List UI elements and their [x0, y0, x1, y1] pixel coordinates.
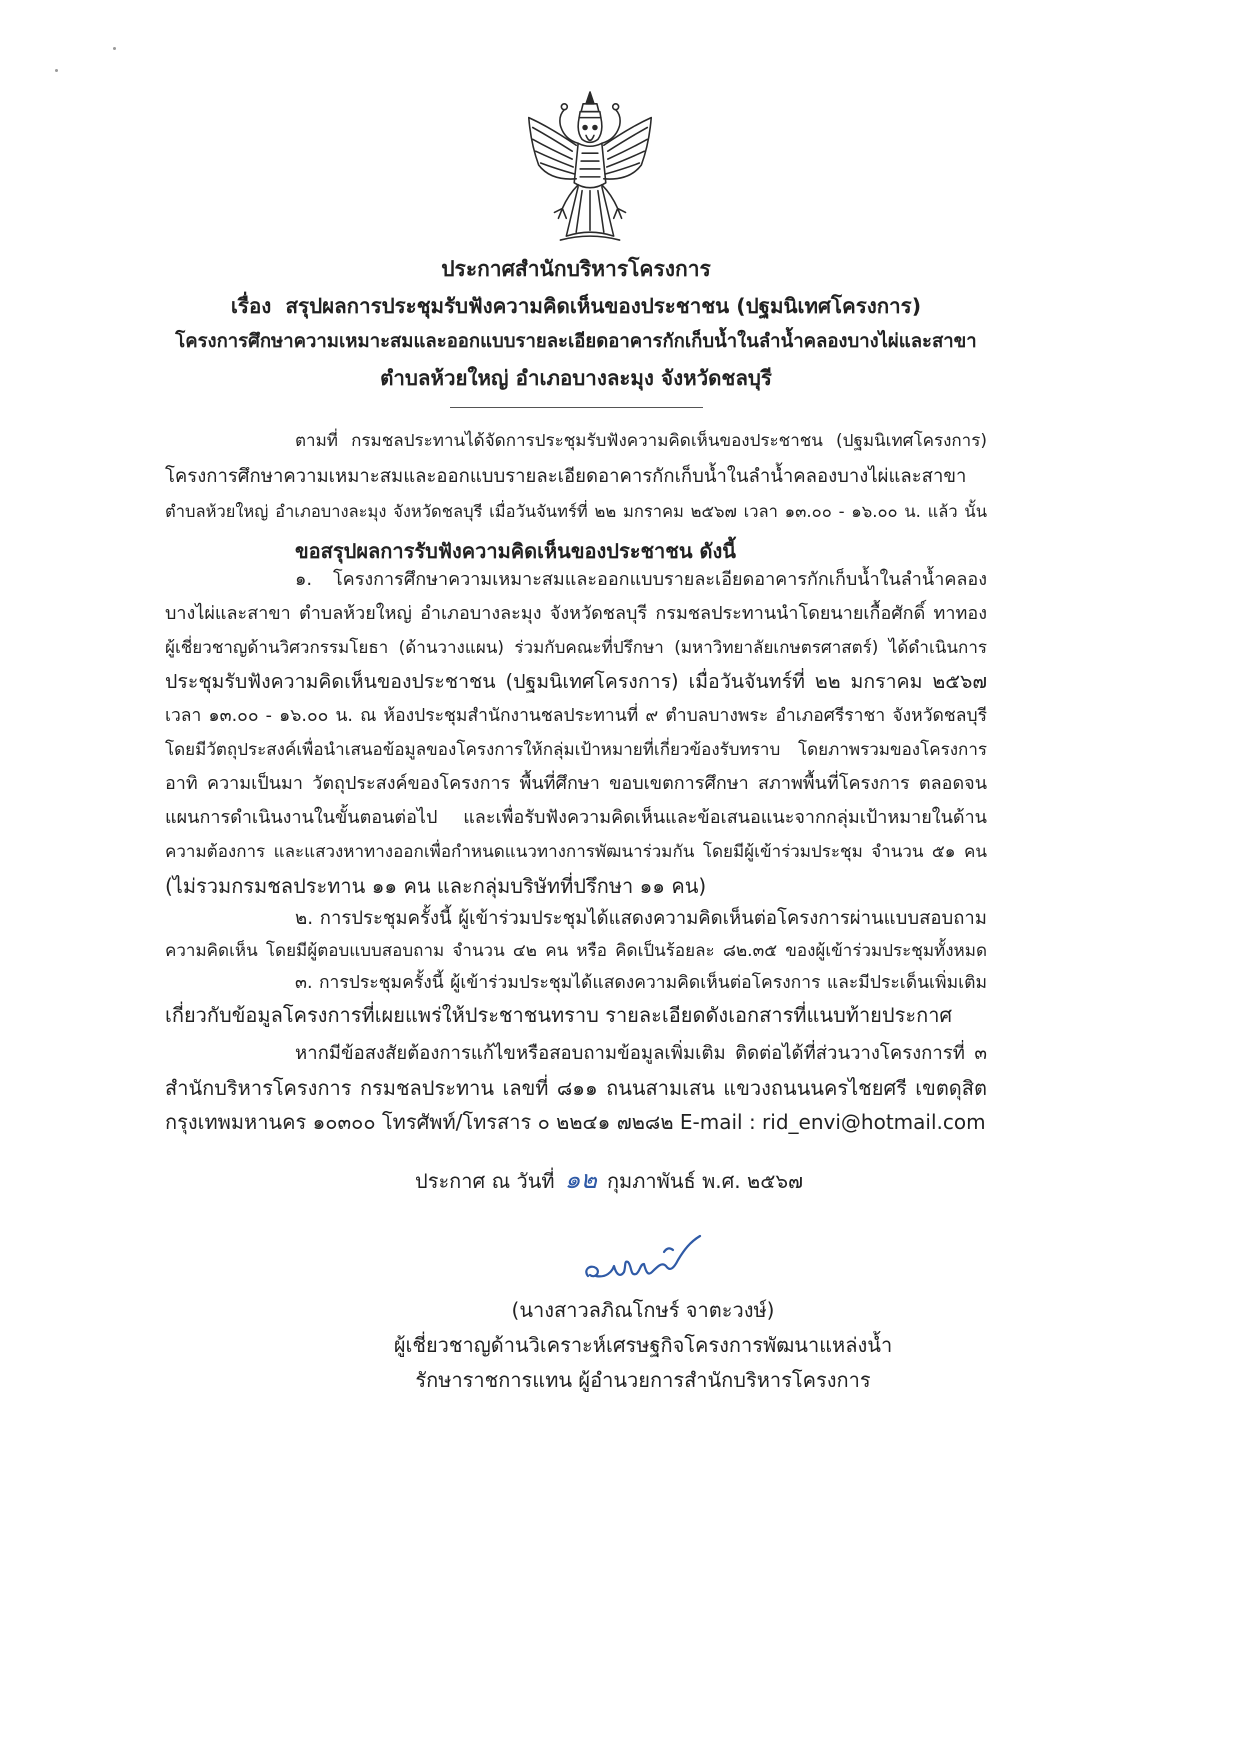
subject-label: เรื่อง — [230, 294, 272, 318]
page-title: ประกาศสำนักบริหารโครงการ — [441, 257, 711, 281]
item-3-line-1: ๓. การประชุมครั้งนี้ ผู้เข้าร่วมประชุมได้แสดงความคิดเห็นต่อโครงการ และมีประเด็นเพิ่มเติม — [295, 973, 987, 993]
item-2-line-1: ๒. การประชุมครั้งนี้ ผู้เข้าร่วมประชุมได้แสดงความคิดเห็นต่อโครงการผ่านแบบสอบถาม — [295, 908, 987, 929]
intro-paragraph — [165, 424, 987, 529]
item-1-line-2: บางไผ่และสาขา ตำบลห้วยใหญ่ อำเภอบางละมุง จังหวัดชลบุรี กรมชลประทานนำโดยนายเกื้อศักดิ์ ทาทอง — [165, 603, 987, 624]
item-3-line-2: เกี่ยวกับข้อมูลโครงการที่เผยแพร่ให้ประชาชนทราบ รายละเอียดดังเอกสารที่แนบท้ายประกาศ — [165, 1003, 953, 1027]
item-1-line-10: (ไม่รวมกรมชลประทาน ๑๑ คน และกลุ่มบริษัทที่ปรึกษา ๑๑ คน) — [165, 874, 707, 898]
intro-line-2: โครงการศึกษาความเหมาะสมและออกแบบรายละเอียดอาคารกักเก็บน้ำในลำน้ำคลองบางไผ่และสาขา — [165, 466, 967, 487]
contact-line-3: กรุงเทพมหานคร ๑๐๓๐๐ โทรศัพท์/โทรสาร ๐ ๒๒๔๑ ๗๒๘๒ E-mail : rid_envi@hotmail.com — [165, 1110, 986, 1134]
contact-paragraph — [165, 1037, 987, 1139]
garuda-emblem-icon — [520, 88, 660, 246]
subject-line-2: โครงการศึกษาความเหมาะสมและออกแบบรายละเอียดอาคารกักเก็บน้ำในลำน้ำคลองบางไผ่และสาขา — [175, 331, 977, 352]
contact-line-2: สำนักบริหารโครงการ กรมชลประทาน เลขที่ ๘๑๑ ถนนสามเสน แขวงถนนนครไชยศรี เขตดุสิต — [165, 1076, 987, 1100]
item-1-line-3: ผู้เชี่ยวชาญด้านวิศวกรรมโยธา (ด้านวางแผน) ร่วมกับคณะที่ปรึกษา (มหาวิทยาลัยเกษตรศาสตร์) ได้ดำเนินการ — [165, 638, 987, 658]
intro-line-3: ตำบลห้วยใหญ่ อำเภอบางละมุง จังหวัดชลบุรี เมื่อวันจันทร์ที่ ๒๒ มกราคม ๒๕๖๗ เวลา ๑๓.๐๐ - ๑๖.๐๐ น. แล้ว นั้น — [165, 502, 987, 521]
subject-line-1 — [165, 288, 987, 324]
intro-line-1: ตามที่ กรมชลประทานได้จัดการประชุมรับฟังความคิดเห็นของประชาชน (ปฐมนิเทศโครงการ) — [295, 431, 987, 451]
signature-block — [373, 1228, 913, 1398]
item-1-line-1: ๑. โครงการศึกษาความเหมาะสมและออกแบบรายละเอียดอาคารกักเก็บน้ำในลำน้ำคลอง — [295, 569, 987, 590]
summary-item-2 — [165, 903, 987, 967]
contact-line-1: หากมีข้อสงสัยต้องการแก้ไขหรือสอบถามข้อมูลเพิ่มเติม ติดต่อได้ที่ส่วนวางโครงการที่ ๓ — [295, 1043, 987, 1064]
summary-heading: ขอสรุปผลการรับฟังความคิดเห็นของประชาชน ดังนี้ — [295, 539, 736, 563]
summary-item-1 — [165, 563, 987, 903]
signatory-name: (นางสาวลภิณโกษร์ จาตะวงษ์) — [511, 1298, 775, 1322]
item-1-line-7: อาทิ ความเป็นมา วัตถุประสงค์ของโครงการ พื้นที่ศึกษา ขอบเขตการศึกษา สภาพพื้นที่โครงการ ตลอดจน — [165, 773, 987, 794]
signatory-acting-for: รักษาราชการแทน ผู้อำนวยการสำนักบริหารโครงการ — [415, 1368, 871, 1392]
item-2-line-2: ความคิดเห็น โดยมีผู้ตอบแบบสอบถาม จำนวน ๔๒ คน หรือ คิดเป็นร้อยละ ๘๒.๓๕ ของผู้เข้าร่วมประชุมทั้งหมด — [165, 941, 987, 961]
summary-item-3 — [165, 967, 987, 1031]
date-month-year: กุมภาพันธ์ พ.ศ. ๒๕๖๗ — [606, 1169, 804, 1193]
subject-line-3: ตำบลห้วยใหญ่ อำเภอบางละมุง จังหวัดชลบุรี — [380, 366, 772, 390]
subject-text: สรุปผลการประชุมรับฟังความคิดเห็นของประชาชน (ปฐมนิเทศโครงการ) — [285, 294, 922, 318]
scan-speck — [55, 69, 58, 72]
item-1-line-9: ความต้องการ และแสวงหาทางออกเพื่อกำหนดแนวทางการพัฒนาร่วมกัน โดยมีผู้เข้าร่วมประชุม จำนวน ๕๑ คน — [165, 842, 987, 862]
header-divider — [450, 407, 703, 408]
handwritten-day: ๑๒ — [564, 1165, 597, 1194]
signatory-position: ผู้เชี่ยวชาญด้านวิเคราะห์เศรษฐกิจโครงการพัฒนาแหล่งน้ำ — [393, 1333, 893, 1357]
document-body — [165, 252, 987, 1398]
item-1-line-5: เวลา ๑๓.๐๐ - ๑๖.๐๐ น. ณ ห้องประชุมสำนักงานชลประทานที่ ๙ ตำบลบางพระ อำเภอศรีราชา จังหวัดชลบุรี — [165, 706, 987, 726]
announcement-date — [415, 1163, 987, 1198]
item-1-line-6: โดยมีวัตถุประสงค์เพื่อนำเสนอข้อมูลของโครงการให้กลุ่มเป้าหมายที่เกี่ยวข้องรับทราบ โดยภาพรวมของโครงการ — [165, 740, 987, 760]
date-prefix: ประกาศ ณ วันที่ — [415, 1169, 555, 1193]
scan-speck — [113, 47, 116, 50]
handwritten-signature — [578, 1228, 708, 1292]
item-1-line-8: แผนการดำเนินงานในขั้นตอนต่อไป และเพื่อรับฟังความคิดเห็นและข้อเสนอแนะจากกลุ่มเป้าหมายในด้าน — [165, 807, 987, 828]
item-1-line-4: ประชุมรับฟังความคิดเห็นของประชาชน (ปฐมนิเทศโครงการ) เมื่อวันจันทร์ที่ ๒๒ มกราคม ๒๕๖๗ — [165, 670, 987, 693]
subject-block — [165, 288, 987, 396]
